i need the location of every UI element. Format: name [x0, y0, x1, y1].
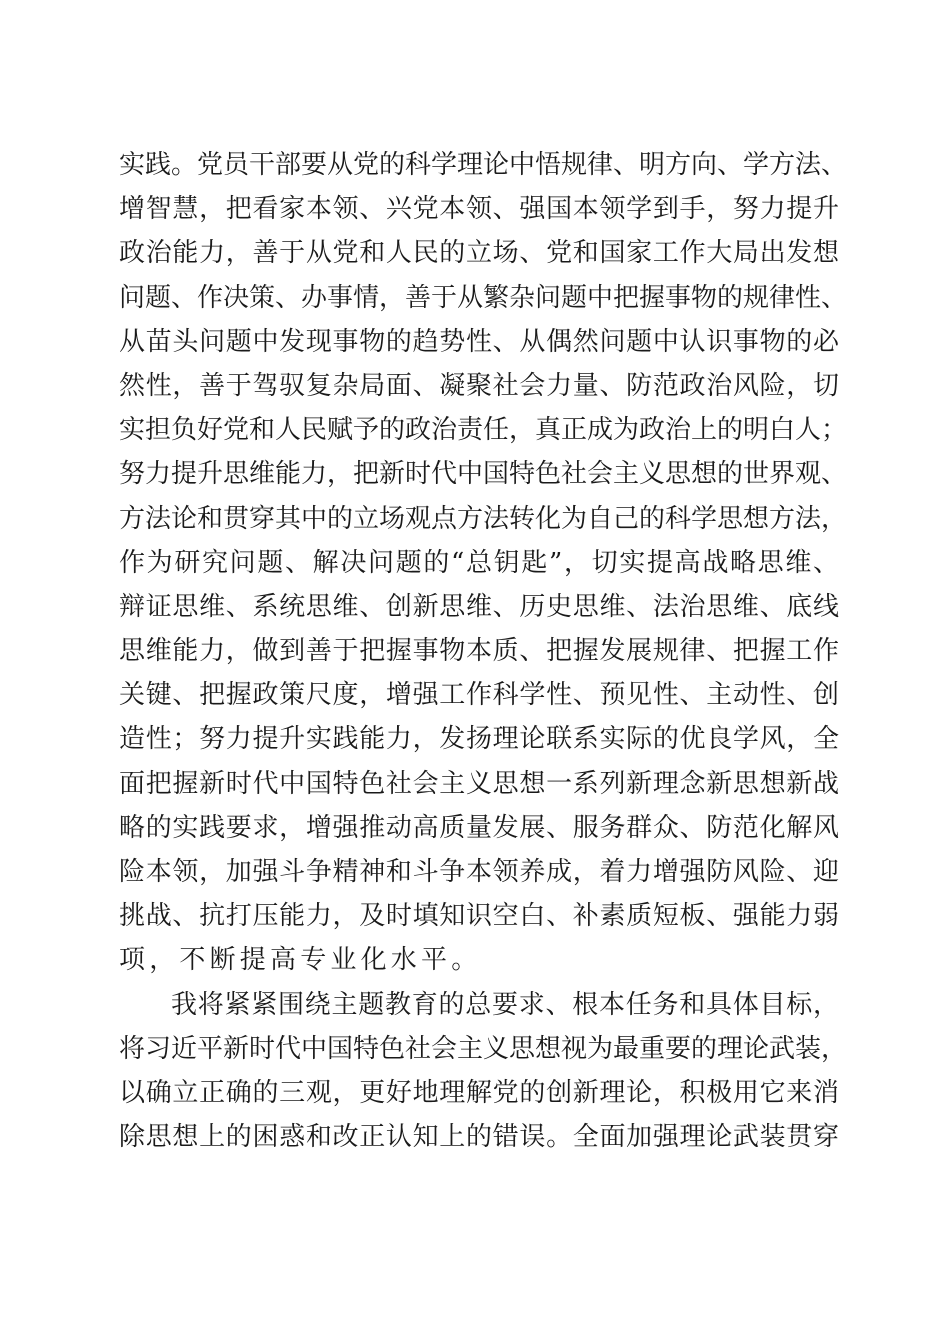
text-line: 方法论和贯穿其中的立场观点方法转化为自己的科学思想方法，: [119, 503, 848, 534]
text-line: 实践。党员干部要从党的科学理论中悟规律、明方向、学方法、: [119, 150, 848, 180]
paragraph: [119, 143, 848, 983]
text-line: 我将紧紧围绕主题教育的总要求、根本任务和具体目标，: [171, 989, 839, 1020]
text-line: 除思想上的困惑和改正认知上的错误。全面加强理论武装贯穿: [119, 1122, 839, 1153]
text-line: 然性，善于驾驭复杂局面、凝聚社会力量、防范政治风险，切: [119, 370, 839, 401]
text-line: 面把握新时代中国特色社会主义思想一系列新理念新思想新战: [119, 768, 839, 799]
text-line: 问题、作决策、办事情，善于从繁杂问题中把握事物的规律性、: [119, 282, 848, 313]
text-line: 项，不断提高专业化水平。: [119, 945, 482, 976]
text-line: 思维能力，做到善于把握事物本质、把握发展规律、把握工作: [119, 636, 839, 667]
text-line: 政治能力，善于从党和人民的立场、党和国家工作大局出发想: [119, 238, 839, 269]
text-line: 实担负好党和人民赋予的政治责任，真正成为政治上的明白人；: [119, 415, 848, 446]
text-line: 略的实践要求，增强推动高质量发展、服务群众、防范化解风: [119, 812, 839, 843]
text-line: 关键、把握政策尺度，增强工作科学性、预见性、主动性、创: [119, 680, 839, 711]
text-line: 增智慧，把看家本领、兴党本领、强国本领学到手，努力提升: [119, 194, 839, 225]
text-line: 辩证思维、系统思维、创新思维、历史思维、法治思维、底线: [119, 591, 839, 622]
body-text: [119, 143, 848, 1159]
text-line: 挑战、抗打压能力，及时填知识空白、补素质短板、强能力弱: [119, 901, 839, 932]
text-line: 作为研究问题、解决问题的“总钥匙”，切实提高战略思维、: [119, 547, 839, 578]
text-line: 将习近平新时代中国特色社会主义思想视为最重要的理论武装，: [119, 1033, 848, 1064]
text-line: 从苗头问题中发现事物的趋势性、从偶然问题中认识事物的必: [119, 326, 839, 357]
text-line: 造性；努力提升实践能力，发扬理论联系实际的优良学风，全: [119, 724, 839, 755]
paragraph: [119, 983, 848, 1160]
text-line: 以确立正确的三观，更好地理解党的创新理论，积极用它来消: [119, 1077, 839, 1108]
text-line: 努力提升思维能力，把新时代中国特色社会主义思想的世界观、: [119, 459, 848, 490]
text-line: 险本领，加强斗争精神和斗争本领养成，着力增强防风险、迎: [119, 857, 839, 887]
